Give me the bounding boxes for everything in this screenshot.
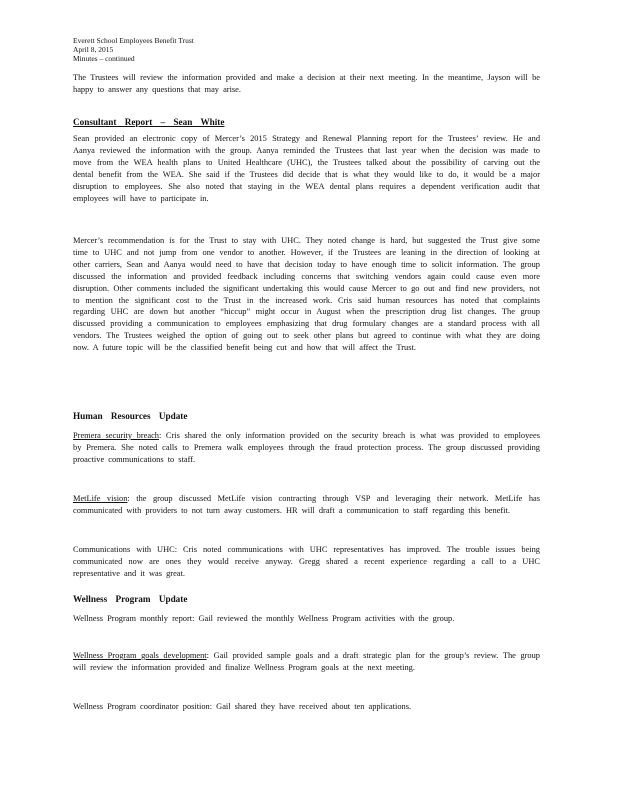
consultant-heading: Consultant Report – Sean White — [73, 117, 225, 127]
wellness-item-report — [73, 613, 540, 625]
hr-item-metlife — [73, 493, 540, 517]
meeting-date: April 8, 2015 — [73, 45, 114, 54]
premera-text: : Cris shared the only information provided on the security breach is what was provided to employees by Premera. She noted calls to Premera walk employees through the fraud protection process. The group discussed providing proactive communications to staff. — [73, 431, 540, 464]
coordinator-text: Wellness Program coordinator position: Gail shared they have received about ten applications. — [73, 702, 412, 711]
report-text: Wellness Program monthly report: Gail reviewed the monthly Wellness Program activities with the group. — [73, 614, 455, 623]
consultant-paragraph-2: Mercer’s recommendation is for the Trust to stay with UHC. They noted change is hard, but suggested the Trust give some time to UHC and not jump from one vendor to another. However, if the Trustees are leaning in the direction of looking at other carriers, Sean and Aanya would need to have that decision today to have enough time to solicit information. The group discussed the information and provided feedback including concerns that switching vendors again could cause even more disruption. Other comments included the significant undertaking this would cause Mercer to go out and find new providers, not to mention the significant cost to the Trust in the increased work. Cris said human resources has noted that complaints regarding UHC are down but another “hiccup” might occur in August when the prescription drug list changes. The group discussed providing a communication to employees emphasizing that drug formulary changes are a standard process with all vendors. The Trustees weighed the option of going out to seek other plans but agreed to continue with what they are doing now. A future topic will be the classified benefit being cut and how that will affect the Trust. — [73, 236, 540, 353]
wellness-item-coordinator — [73, 701, 540, 713]
wellness-item-goals — [73, 650, 540, 674]
document-header — [73, 36, 194, 63]
hr-item-uhc — [73, 544, 540, 580]
hr-heading: Human Resources Update — [73, 411, 188, 421]
wellness-heading: Wellness Program Update — [73, 594, 188, 604]
minutes-continued: Minutes – continued — [73, 54, 135, 63]
org-name: Everett School Employees Benefit Trust — [73, 36, 194, 45]
intro-paragraph: The Trustees will review the information provided and make a decision at their next meeting. In the meantime, Jayson will be happy to answer any questions that may arise. — [73, 73, 540, 94]
hr-item-premera — [73, 430, 540, 466]
goals-label: Wellness Program goals development — [73, 651, 207, 660]
metlife-label: MetLife vision — [73, 494, 128, 503]
uhc-text: Communications with UHC: Cris noted communications with UHC representatives has improved. The trouble issues being communicated now are ones they would receive anyway. Gregg shared a recent experience regarding a call to a UHC representative and it was great. — [73, 545, 540, 578]
goals-text: : Gail provided sample goals and a draft strategic plan for the group’s review. The group will review the information provided and finalize Wellness Program goals at the next meeting. — [73, 651, 540, 672]
metlife-text: : the group discussed MetLife vision contracting through VSP and leveraging their network. MetLife has communicated with providers to not turn away customers. HR will draft a communication to staff regarding this benefit. — [73, 494, 540, 515]
consultant-paragraph-1: Sean provided an electronic copy of Mercer’s 2015 Strategy and Renewal Planning report for the Trustees’ review. He and Aanya reviewed the information with the group. Aanya reminded the Trustees that last year when the decision was made to move from the WEA health plans to United Healthcare (UHC), the Trustees talked about the possibility of carving out the dental benefit from the WEA. She said if the Trustees did decide that is what they would like to do, it would be a major disruption to employees. She also noted that staying in the WEA dental plans requires a dependent verification audit that employees will have to participate in. — [73, 134, 540, 203]
premera-label: Premera security breach — [73, 431, 159, 440]
